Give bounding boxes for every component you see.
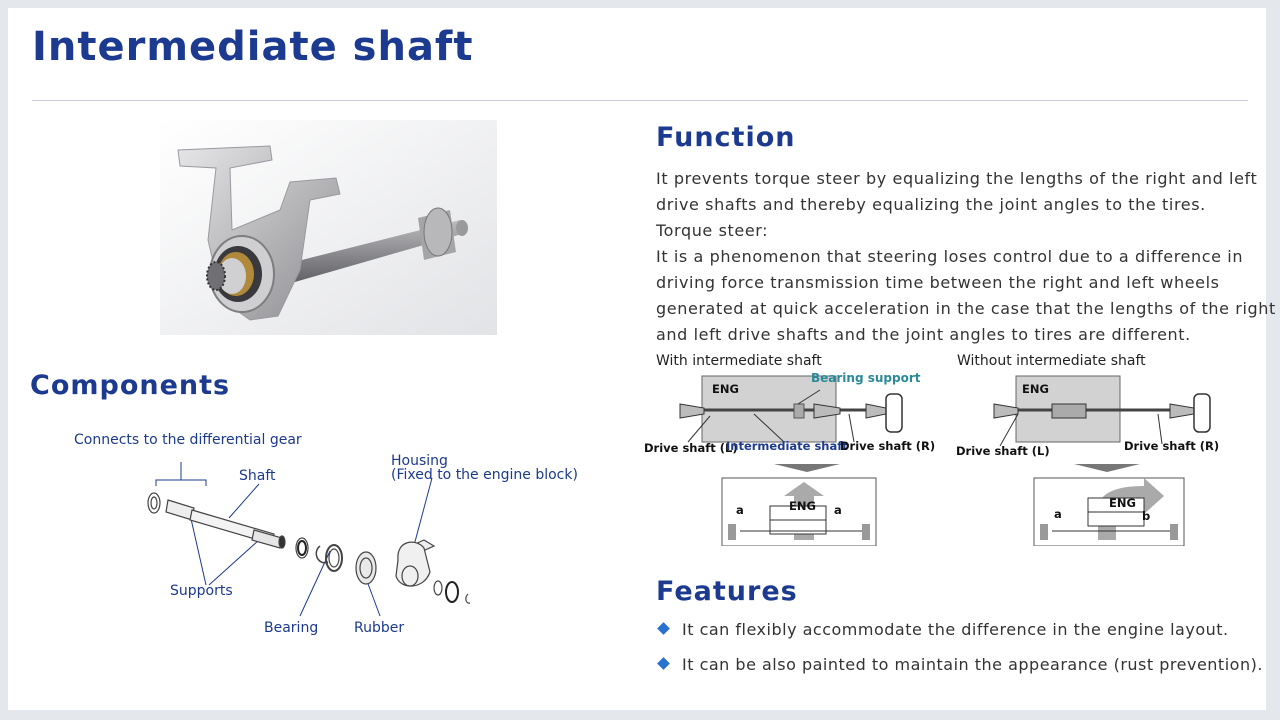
title-divider <box>32 100 1248 101</box>
components-heading: Components <box>30 370 231 401</box>
intermediate-shaft-label: Intermediate shaft <box>726 439 848 453</box>
feature-text: It can be also painted to maintain the appearance (rust prevention). <box>682 655 1263 674</box>
with-shaft-diagram <box>644 370 934 546</box>
function-description <box>656 166 1276 348</box>
function-line: It is a phenomenon that steering loses control due to a difference in <box>656 247 1244 266</box>
function-line: Torque steer: <box>656 221 769 240</box>
without-drive-shaft-l: Drive shaft (L) <box>956 444 1050 458</box>
function-line: driving force transmission time between the right and left wheels <box>656 273 1220 292</box>
function-heading: Function <box>656 122 796 153</box>
exploded-view-diagram <box>134 448 484 618</box>
without-box-eng: ENG <box>1109 496 1136 510</box>
feature-item <box>656 655 1263 674</box>
with-eng-label: ENG <box>712 382 739 396</box>
without-shaft-diagram <box>948 370 1218 546</box>
bearing-support-label: Bearing support <box>811 371 921 385</box>
function-line: and left drive shafts and the joint angles to tires are different. <box>656 325 1191 344</box>
feature-item <box>656 620 1229 639</box>
function-line: It prevents torque steer by equalizing the lengths of the right and left <box>656 169 1258 188</box>
features-heading: Features <box>656 576 798 607</box>
with-shaft-caption: With intermediate shaft <box>656 353 822 369</box>
label-housing: Housing <box>391 453 448 469</box>
intermediate-shaft-photo <box>160 120 497 335</box>
diamond-bullet-icon <box>657 622 670 635</box>
with-drive-shaft-r: Drive shaft (R) <box>840 439 936 453</box>
with-angle-a-left: a <box>736 503 744 517</box>
without-eng-label: ENG <box>1022 382 1049 396</box>
with-drive-shaft-l: Drive shaft (L) <box>644 441 738 455</box>
label-housing-note: (Fixed to the engine block) <box>391 467 578 483</box>
without-drive-shaft-r: Drive shaft (R) <box>1124 439 1220 453</box>
label-connects: Connects to the differential gear <box>74 432 302 448</box>
label-shaft: Shaft <box>239 468 276 484</box>
feature-text: It can flexibly accommodate the difference in the engine layout. <box>682 620 1229 639</box>
function-line: drive shafts and thereby equalizing the joint angles to the tires. <box>656 195 1206 214</box>
without-shaft-caption: Without intermediate shaft <box>957 353 1146 369</box>
function-line: generated at quick acceleration in the case that the lengths of the right <box>656 299 1276 318</box>
with-box-eng: ENG <box>789 499 816 513</box>
page-title: Intermediate shaft <box>32 24 474 70</box>
label-supports: Supports <box>170 583 233 599</box>
label-rubber: Rubber <box>354 620 405 636</box>
label-bearing: Bearing <box>264 620 319 636</box>
slide <box>8 8 1276 710</box>
without-angle-b: b <box>1142 509 1151 523</box>
with-angle-a-right: a <box>834 503 842 517</box>
diamond-bullet-icon <box>657 657 670 670</box>
without-angle-a: a <box>1054 507 1062 521</box>
